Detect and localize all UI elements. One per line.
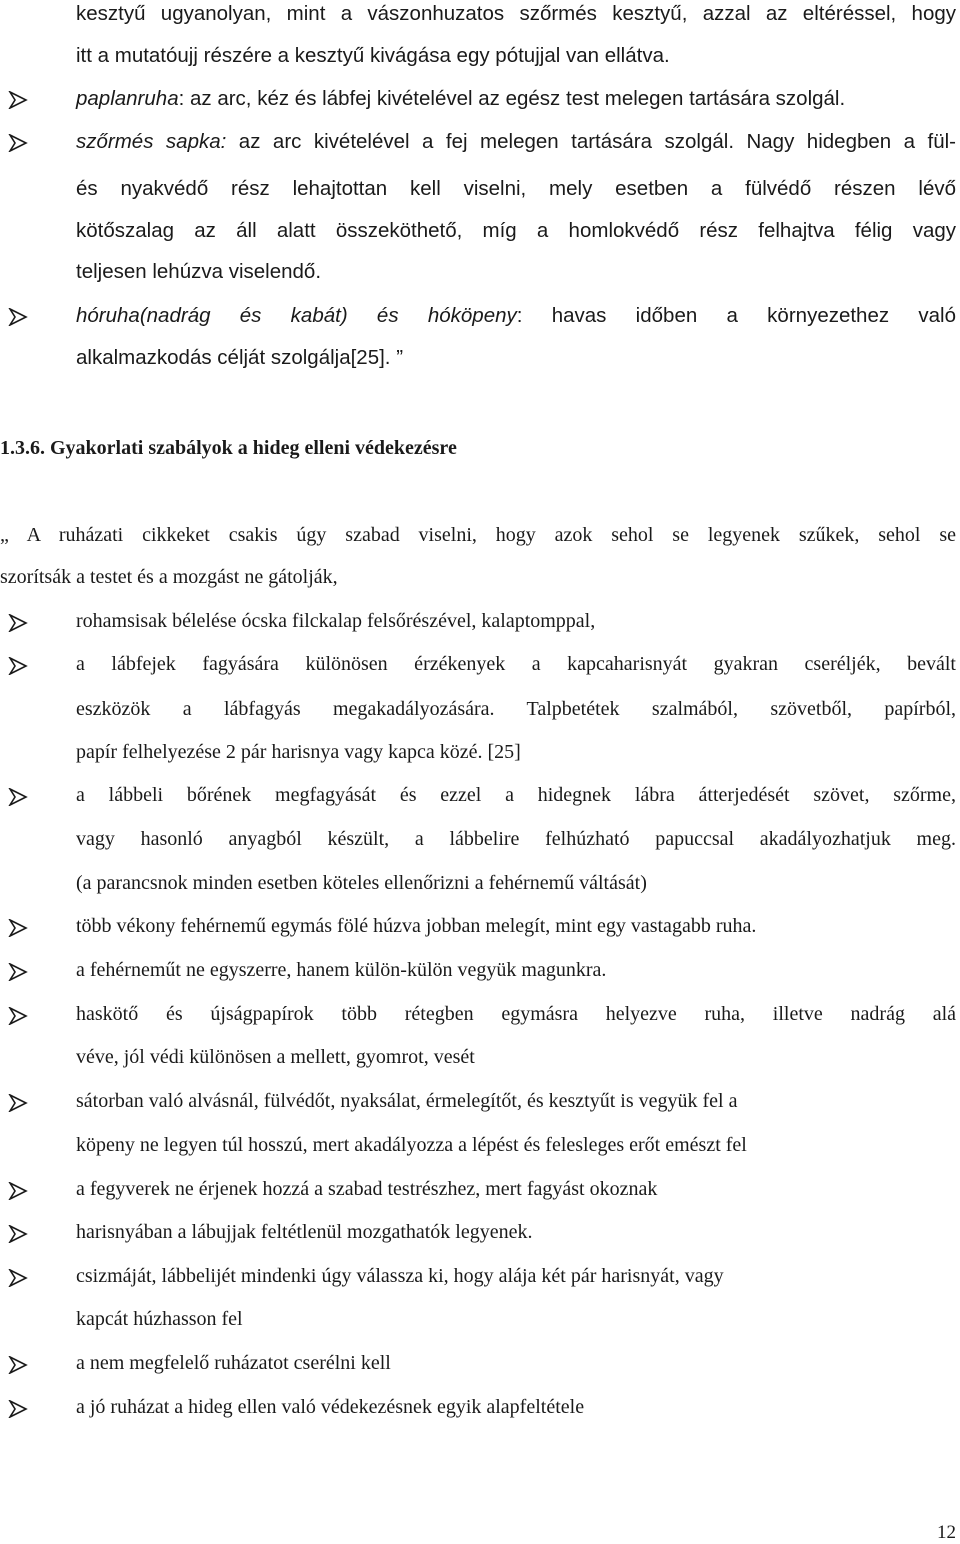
- arrow-bullet-icon: [8, 308, 28, 326]
- arrow-bullet-icon: [8, 1225, 28, 1243]
- arrow-bullet-icon: [8, 91, 28, 109]
- glove-line-1: kesztyű ugyanolyan, mint a vászonhuzatos szőrmés kesztyű, azzal az eltéréssel, hogy: [76, 2, 956, 25]
- sapka-term: szőrmés sapka:: [76, 130, 227, 153]
- arrow-bullet-icon: [8, 788, 28, 806]
- page-number: 12: [937, 1522, 956, 1543]
- arrow-bullet-icon: [8, 1182, 28, 1200]
- rule-line: köpeny ne legyen túl hosszú, mert akadályozza a lépést és felesleges erőt emészt fel: [76, 1134, 747, 1156]
- sapka-line-3: kötőszalag az áll alatt összeköthető, míg a homlokvédő rész felhajtva félig vagy: [76, 219, 956, 242]
- rule-line: a fehérneműt ne egyszerre, hanem külön-külön vegyük magunkra.: [76, 959, 607, 981]
- rule-line: a nem megfelelő ruházatot cserélni kell: [76, 1352, 391, 1374]
- horuha-line-2: alkalmazkodás célját szolgálja[25]. ”: [76, 346, 404, 369]
- rule-line: papír felhelyezése 2 pár harisnya vagy kapca közé. [25]: [76, 741, 521, 763]
- sapka-line-2: és nyakvédő rész lehajtottan kell viselni, mely esetben a fülvédő részen lévő: [76, 177, 956, 200]
- glove-line-2: itt a mutatóujj részére a kesztyű kivágása egy pótujjal van ellátva.: [76, 44, 670, 67]
- horuha-line-1: hóruha(nadrág és kabát) és hóköpeny: havas időben a környezethez való: [76, 304, 956, 327]
- rule-line: több vékony fehérnemű egymás fölé húzva jobban melegít, mint egy vastagabb ruha.: [76, 915, 757, 937]
- rule-line: a fegyverek ne érjenek hozzá a szabad testrészhez, mert fagyást okoznak: [76, 1178, 658, 1200]
- section-heading: 1.3.6. Gyakorlati szabályok a hideg elleni védekezésre: [0, 437, 457, 459]
- arrow-bullet-icon: [8, 1007, 28, 1025]
- rule-line: vagy hasonló anyagból készült, a lábbelire felhúzható papuccsal akadályozhatjuk meg.: [76, 828, 956, 850]
- arrow-bullet-icon: [8, 134, 28, 152]
- rule-line: a lábbeli bőrének megfagyását és ezzel a hidegnek lábra átterjedését szövet, szőrme,: [76, 784, 956, 806]
- horuha-term: hóruha(nadrág és kabát) és hóköpeny: [76, 304, 517, 327]
- rule-line: a lábfejek fagyására különösen érzékenyek a kapcaharisnyát gyakran cseréljék, bevált: [76, 653, 956, 675]
- sapka-line-4: teljesen lehúzva viselendő.: [76, 260, 322, 283]
- arrow-bullet-icon: [8, 614, 28, 632]
- rule-line: sátorban való alvásnál, fülvédőt, nyaksálat, érmelegítőt, és kesztyűt is vegyük fel a: [76, 1090, 738, 1112]
- paplanruha-term: paplanruha: [76, 87, 179, 110]
- rule-line: kapcát húzhasson fel: [76, 1308, 243, 1330]
- rule-line: eszközök a lábfagyás megakadályozására. Talpbetétek szalmából, szövetből, papírból,: [76, 698, 956, 720]
- arrow-bullet-icon: [8, 1094, 28, 1112]
- rule-line: (a parancsnok minden esetben köteles ellenőrizni a fehérnemű váltását): [76, 872, 647, 894]
- arrow-bullet-icon: [8, 1400, 28, 1418]
- arrow-bullet-icon: [8, 919, 28, 937]
- arrow-bullet-icon: [8, 1356, 28, 1374]
- paplanruha-text: : az arc, kéz és lábfej kivételével az egész test melegen tartására szolgál.: [178, 87, 846, 110]
- rule-line: haskötő és újságpapírok több rétegben egymásra helyezve ruha, illetve nadrág alá: [76, 1003, 956, 1025]
- sapka-line-1: szőrmés sapka: az arc kivételével a fej melegen tartására szolgál. Nagy hidegben a fül-: [76, 130, 956, 153]
- rule-line: a jó ruházat a hideg ellen való védekezésnek egyik alapfeltétele: [76, 1396, 585, 1418]
- arrow-bullet-icon: [8, 1269, 28, 1287]
- arrow-bullet-icon: [8, 963, 28, 981]
- rule-line: csizmáját, lábbelijét mindenki úgy válassza ki, hogy alája két pár harisnyát, vagy: [76, 1265, 724, 1287]
- rule-line: véve, jól védi különösen a mellett, gyomrot, vesét: [76, 1046, 475, 1068]
- rule-line: harisnyában a lábujjak feltétlenül mozgathatók legyenek.: [76, 1221, 533, 1243]
- intro-line-2: szorítsák a testet és a mozgást ne gátolják,: [0, 566, 338, 588]
- intro-line-1: „ A ruházati cikkeket csakis úgy szabad viselni, hogy azok sehol se legyenek szűkek, sehol se: [0, 524, 956, 546]
- paplanruha-item: [76, 87, 845, 111]
- arrow-bullet-icon: [8, 657, 28, 675]
- rule-line: rohamsisak bélelése ócska filckalap felsőrészével, kalaptomppal,: [76, 610, 596, 632]
